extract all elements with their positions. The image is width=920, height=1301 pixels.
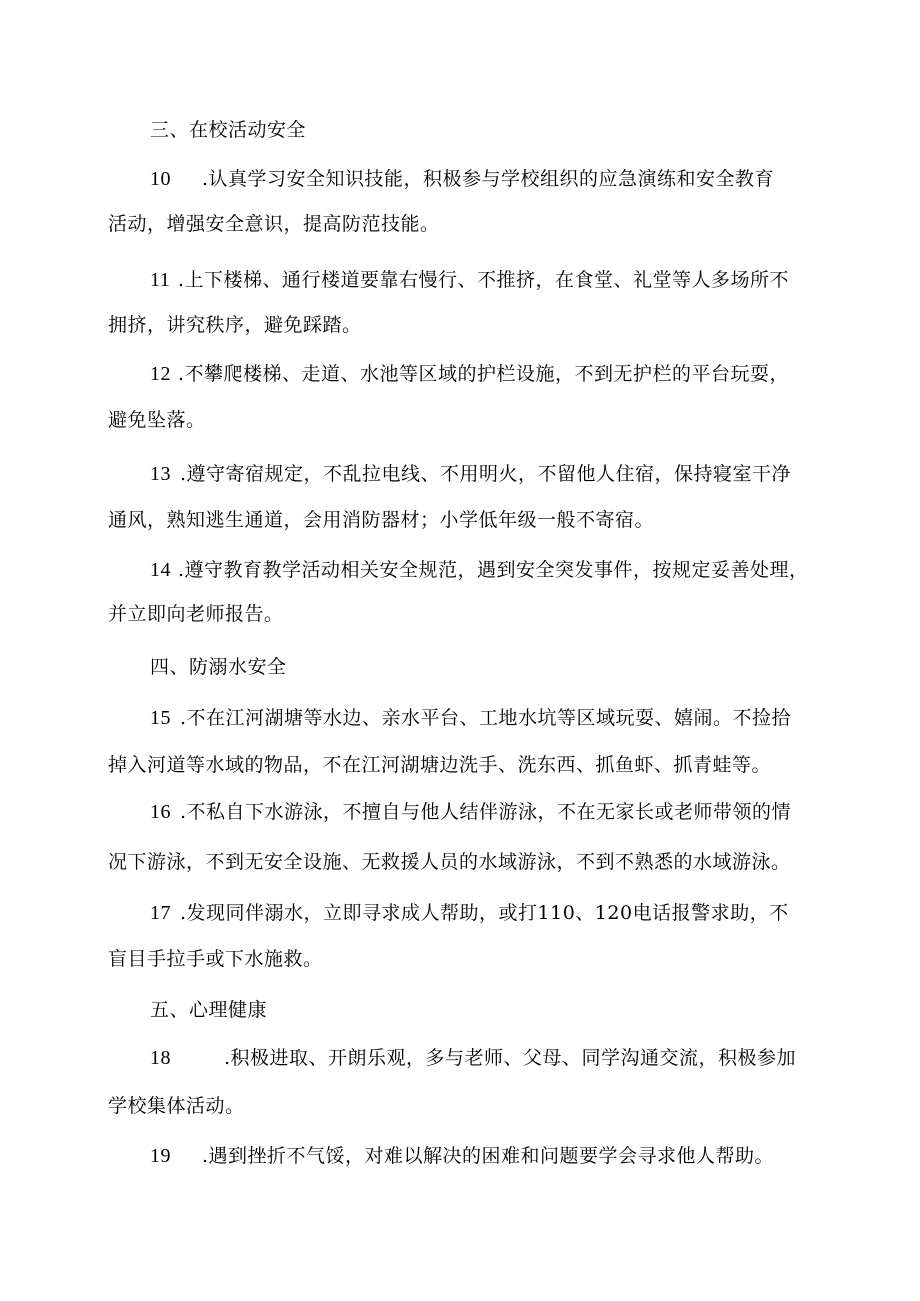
item-text: .遵守寄宿规定，不乱拉电线、不用明火，不留他人住宿，保持寝室干净 — [180, 463, 792, 485]
item-text: .遵守教育教学活动相关安全规范，遇到安全突发事件，按规定妥善处理， — [178, 559, 809, 581]
section-heading: 三、在校活动安全 — [150, 119, 307, 141]
item-10-line-2: 活动，增强安全意识，提高防范技能。 — [108, 213, 440, 235]
item-text: .上下楼梯、通行楼道要靠右慢行、不推挤，在食堂、礼堂等人多场所不 — [178, 269, 790, 291]
item-text: .积极进取、开朗乐观，多与老师、父母、同学沟通交流，积极参加 — [224, 1047, 797, 1069]
item-19-line-1 — [150, 1143, 774, 1169]
item-number: 11 — [150, 269, 171, 291]
item-16-line-2: 况下游泳，不到无安全设施、无救援人员的水域游泳，不到不熟悉的水域游泳。 — [108, 851, 791, 873]
item-14-line-1 — [150, 557, 809, 583]
item-17-line-2: 盲目手拉手或下水施救。 — [108, 948, 323, 970]
item-16-line-1 — [150, 799, 791, 825]
item-17-line-1 — [150, 900, 789, 926]
item-number: 16 — [150, 801, 171, 823]
item-11-line-1 — [150, 267, 789, 293]
item-number: 19 — [150, 1145, 171, 1167]
item-text: .不攀爬楼梯、走道、水池等区域的护栏设施，不到无护栏的平台玩耍， — [178, 363, 790, 385]
item-12-line-1 — [150, 361, 789, 387]
section-heading: 四、防溺水安全 — [150, 656, 287, 678]
item-number: 18 — [150, 1047, 171, 1069]
item-15-line-2: 掉入河道等水域的物品，不在江河湖塘边洗手、洗东西、抓鱼虾、抓青蛙等。 — [108, 754, 772, 776]
item-text: .不在江河湖塘等水边、亲水平台、工地水坑等区域玩耍、嬉闹。不捡拾 — [180, 707, 792, 729]
item-11-line-2: 拥挤，讲究秩序，避免踩踏。 — [108, 314, 362, 336]
item-text: .遇到挫折不气馁，对难以解决的困难和问题要学会寻求他人帮助。 — [202, 1145, 775, 1167]
item-text: .发现同伴溺水，立即寻求成人帮助，或打110、120电话报警求助，不 — [180, 902, 789, 924]
item-number: 10 — [150, 168, 171, 190]
item-13-line-1 — [150, 461, 791, 487]
item-number: 12 — [150, 363, 171, 385]
item-10-line-1 — [150, 166, 774, 192]
item-number: 13 — [150, 463, 171, 485]
item-number: 14 — [150, 559, 171, 581]
item-18-line-2: 学校集体活动。 — [108, 1095, 245, 1117]
item-text: .不私自下水游泳，不擅自与他人结伴游泳，不在无家长或老师带领的情 — [180, 801, 792, 823]
item-13-line-2: 通风，熟知逃生通道，会用消防器材；小学低年级一般不寄宿。 — [108, 509, 655, 531]
item-number: 17 — [150, 902, 171, 924]
item-text: .认真学习安全知识技能，积极参与学校组织的应急演练和安全教育 — [202, 168, 775, 190]
item-12-line-2: 避免坠落。 — [108, 409, 206, 431]
item-15-line-1 — [150, 705, 791, 731]
section-heading: 五、心理健康 — [150, 999, 268, 1021]
item-14-line-2: 并立即向老师报告。 — [108, 603, 284, 625]
item-number: 15 — [150, 707, 171, 729]
item-18-line-1 — [150, 1045, 796, 1071]
